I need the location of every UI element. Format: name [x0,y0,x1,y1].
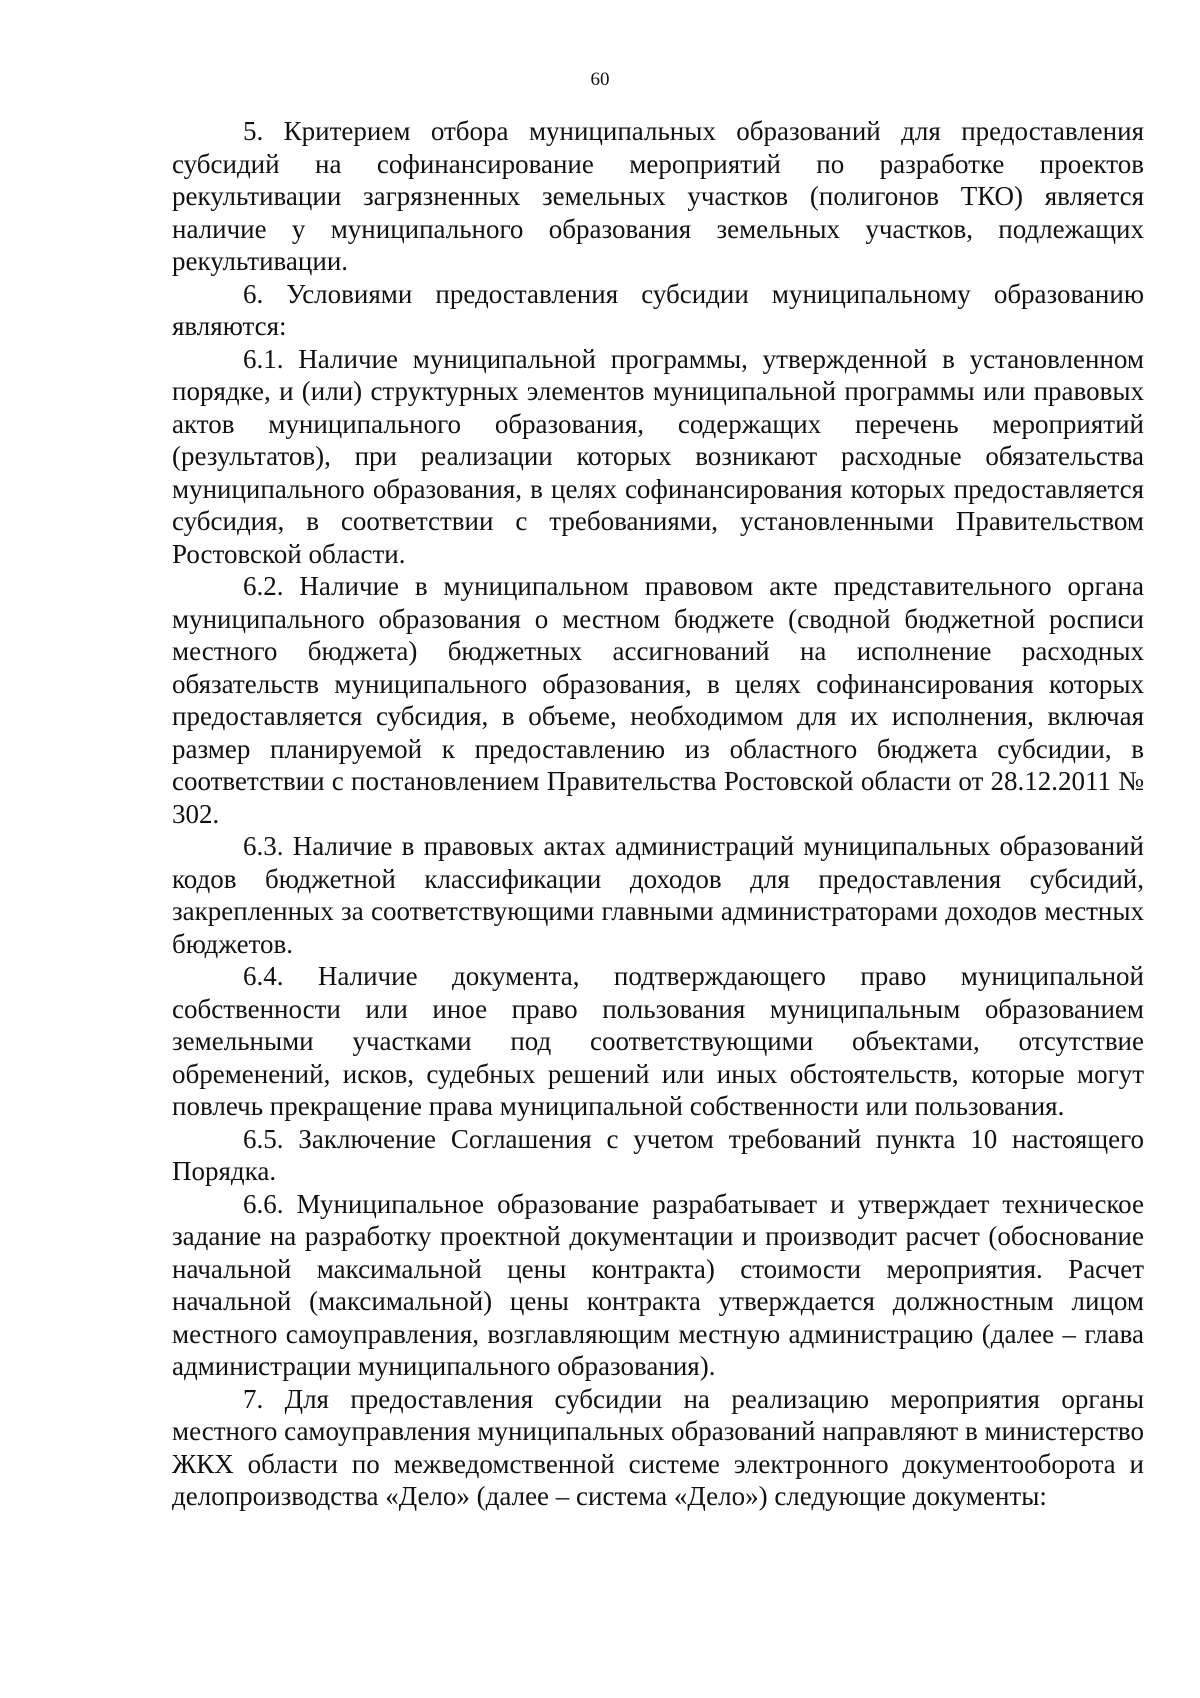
paragraph-5: 5. Критерием отбора муниципальных образований для предоставления субсидий на софинансирование мероприятий по разработке проектов рекультивации загрязненных земельных участков (полигонов ТКО) является наличие у муниципального образования земельных участков, подлежащих рекультивации. [172,116,1144,276]
paragraph-6-5: 6.5. Заключение Соглашения с учетом требований пункта 10 настоящего Порядка. [172,1123,1144,1186]
paragraph-7: 7. Для предоставления субсидии на реализацию мероприятия органы местного самоуправления муниципальных образований направляют в министерство ЖКХ области по межведомственной системе электронного документооборота и делопроизводства «Дело» (далее – система «Дело») следующие документы: [172,1383,1144,1511]
document-body [172,115,1144,1513]
paragraph-6-1: 6.1. Наличие муниципальной программы, утвержденной в установленном порядке, и (или) структурных элементов муниципальной программы или правовых актов муниципального образования, содержащих перечень мероприятий (результатов), при реализации которых возникают расходные обязательства муниципального образования, в целях софинансирования которых предоставляется субсидия, в соответствии с требованиями, установленными Правительством Ростовской области. [172,343,1144,569]
paragraph-6: 6. Условиями предоставления субсидии муниципальному образованию являются: [172,278,1144,341]
paragraph-6-2: 6.2. Наличие в муниципальном правовом акте представительного органа муниципального образования о местном бюджете (сводной бюджетной росписи местного бюджета) бюджетных ассигнований на исполнение расходных обязательств муниципального образования, в целях софинансирования которых предоставляется субсидия, в объеме, необходимом для их исполнения, включая размер планируемой к предоставлению из областного бюджета субсидии, в соответствии с постановлением Правительства Ростовской области от 28.12.2011 № 302. [172,571,1144,829]
paragraph-6-3: 6.3. Наличие в правовых актах администраций муниципальных образований кодов бюджетной классификации доходов для предоставления субсидий, закрепленных за соответствующими главными администраторами доходов местных бюджетов. [172,831,1144,959]
page-number: 60 [590,69,610,90]
paragraph-6-6: 6.6. Муниципальное образование разрабатывает и утверждает техническое задание на разработку проектной документации и производит расчет (обоснование начальной максимальной цены контракта) стоимости мероприятия. Расчет начальной (максимальной) цены контракта утверждается должностным лицом местного самоуправления, возглавляющим местную администрацию (далее – глава администрации муниципального образования). [172,1188,1144,1381]
paragraph-6-4: 6.4. Наличие документа, подтверждающего право муниципальной собственности или иное право пользования муниципальным образованием земельными участками под соответствующими объектами, отсутствие обременений, исков, судебных решений или иных обстоятельств, которые могут повлечь прекращение права муниципальной собственности или пользования. [172,961,1144,1121]
